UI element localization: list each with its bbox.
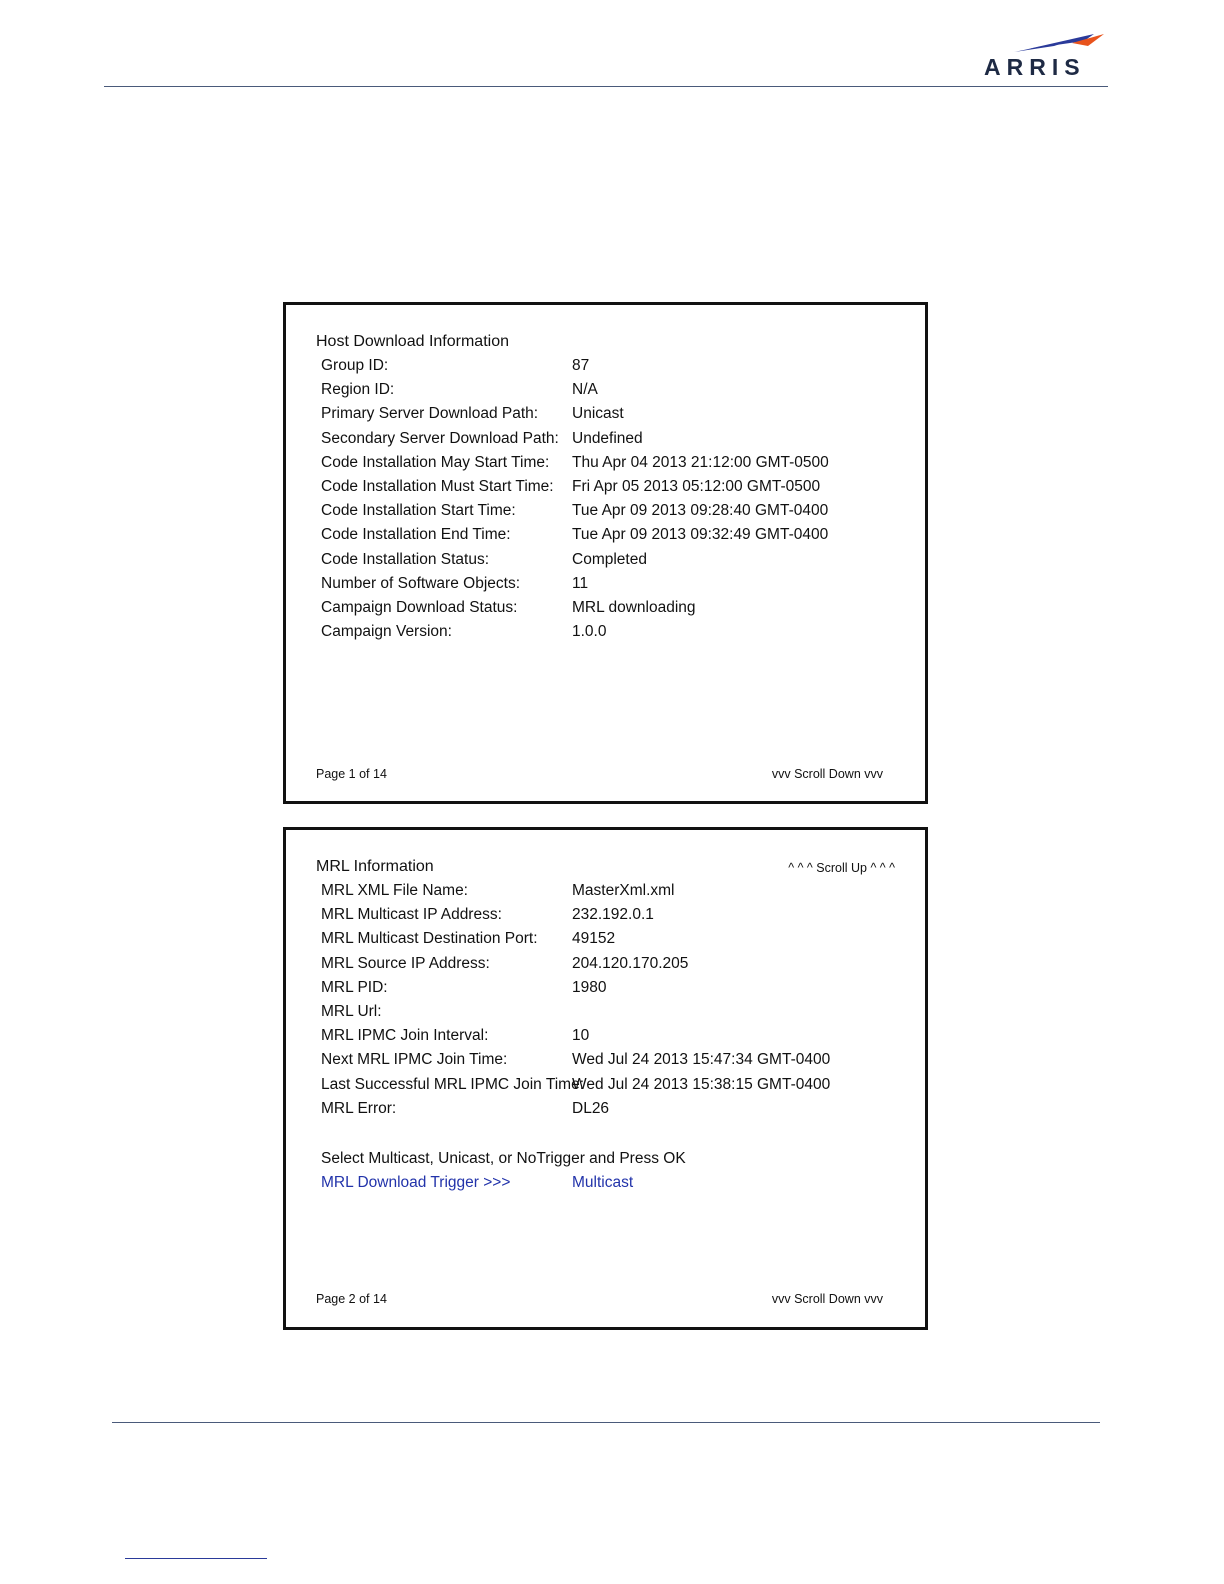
selection-prompt: Select Multicast, Unicast, or NoTrigger and Press OK [321,1150,686,1167]
row-label: Next MRL IPMC Join Time: [321,1051,508,1069]
row-label: MRL PID: [321,978,388,996]
row-label: Code Installation Start Time: [321,502,516,520]
host-download-panel [283,302,928,804]
footer-rule [112,1422,1100,1423]
row-value: Tue Apr 09 2013 09:28:40 GMT-0400 [572,502,829,520]
row-value: 87 [572,357,590,374]
row-value: MasterXml.xml [572,882,675,899]
row-label: MRL Multicast IP Address: [321,906,502,924]
page-indicator: Page 1 of 14 [316,767,387,781]
row-label: Code Installation Status: [321,550,490,568]
row-value: Thu Apr 04 2013 21:12:00 GMT-0500 [572,453,829,471]
row-label: Campaign Version: [321,623,452,641]
row-label: Primary Server Download Path: [321,405,539,423]
scroll-down-hint[interactable]: vvv Scroll Down vvv [771,1292,883,1306]
row-value: MRL downloading [572,598,696,616]
row-value: DL26 [572,1099,610,1117]
trigger-label[interactable]: MRL Download Trigger >>> [321,1174,511,1191]
row-label: MRL Multicast Destination Port: [321,930,538,948]
row-label: Campaign Download Status: [321,598,518,616]
row-value: 11 [572,574,589,592]
row-value: N/A [572,381,598,399]
row-label: MRL Source IP Address: [321,954,490,972]
row-label: Code Installation End Time: [321,526,511,544]
row-label: Secondary Server Download Path: [321,429,559,447]
row-value: Wed Jul 24 2013 15:47:34 GMT-0400 [572,1051,831,1069]
row-label: Number of Software Objects: [321,574,520,592]
row-value: Tue Apr 09 2013 09:32:49 GMT-0400 [572,526,829,544]
trigger-value[interactable]: Multicast [572,1174,634,1191]
row-value: 1980 [572,978,607,996]
header-rule [104,86,1108,87]
row-value: 204.120.170.205 [572,954,689,972]
panel-title: MRL Information [316,858,434,875]
row-label: MRL Error: [321,1099,397,1117]
row-value: Completed [572,550,647,568]
row-label: MRL XML File Name: [321,882,468,899]
row-label: MRL Url: [321,1002,382,1020]
page-indicator: Page 2 of 14 [316,1292,387,1306]
logo-swoosh-icon [984,30,1110,56]
row-label: Group ID: [321,357,389,374]
mrl-information-panel [283,827,928,1330]
arris-logo [984,30,1110,82]
row-label: MRL IPMC Join Interval: [321,1027,489,1045]
row-label: Region ID: [321,381,395,399]
row-value: Unicast [572,405,624,423]
row-value: 49152 [572,930,616,948]
row-label: Code Installation May Start Time: [321,453,550,471]
row-label: Last Successful MRL IPMC Join Time: [321,1075,585,1093]
footer-link-underline [125,1558,267,1559]
row-label: Code Installation Must Start Time: [321,477,554,495]
mrl-download-trigger[interactable] [321,1174,881,1198]
row-value: 1.0.0 [572,623,607,641]
logo-wordmark: ARRIS [984,54,1086,80]
row-value: Wed Jul 24 2013 15:38:15 GMT-0400 [572,1075,831,1093]
row-value: Undefined [572,429,643,447]
panel-title: Host Download Information [316,333,509,350]
row-value: 232.192.0.1 [572,906,654,924]
scroll-up-hint[interactable]: ^ ^ ^ Scroll Up ^ ^ ^ [788,861,895,875]
row-value: 10 [572,1027,590,1045]
scroll-down-hint[interactable]: vvv Scroll Down vvv [771,767,883,781]
row-value: Fri Apr 05 2013 05:12:00 GMT-0500 [572,477,821,495]
